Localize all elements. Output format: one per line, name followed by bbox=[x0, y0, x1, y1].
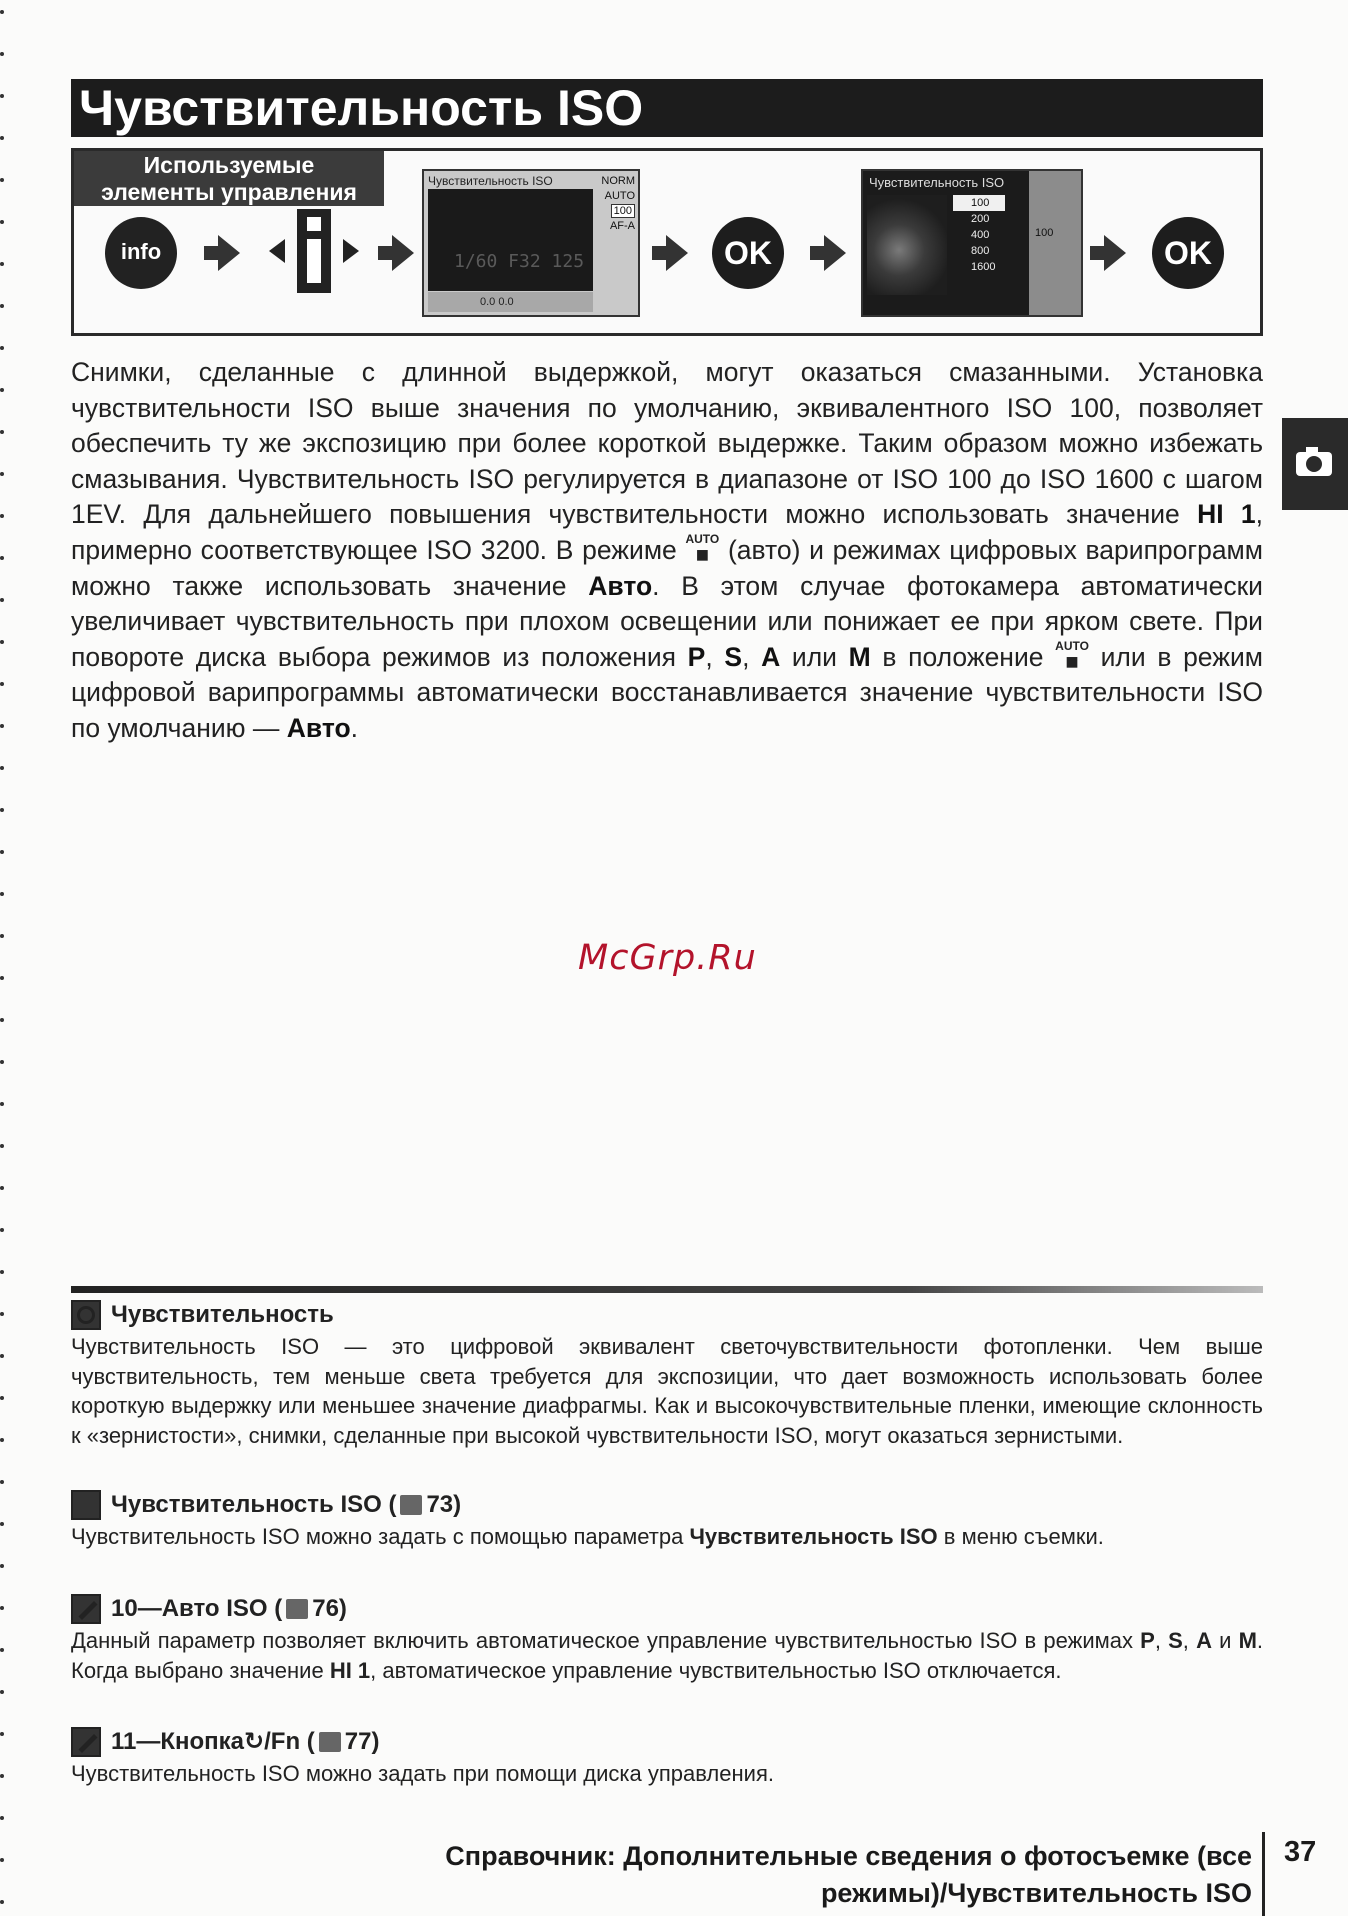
binding-dot bbox=[0, 1690, 4, 1694]
binding-dot bbox=[0, 262, 4, 266]
binding-dot bbox=[0, 1438, 4, 1442]
binding-dot bbox=[0, 52, 4, 56]
iso-options-list bbox=[953, 195, 1005, 275]
binding-dot bbox=[0, 766, 4, 770]
controls-panel bbox=[71, 148, 1263, 336]
binding-dot bbox=[0, 1732, 4, 1736]
binding-dot bbox=[0, 1102, 4, 1106]
binding-dot bbox=[0, 346, 4, 350]
auto-mode-icon: AUTO ■ bbox=[1055, 638, 1089, 674]
binding-dot bbox=[0, 1018, 4, 1022]
page-ref-icon bbox=[400, 1495, 422, 1515]
page-number: 37 bbox=[1284, 1836, 1317, 1868]
binding-dot bbox=[0, 1144, 4, 1148]
binding-dot bbox=[0, 430, 4, 434]
binding-dot bbox=[0, 1900, 4, 1904]
screen1-lcd: 1/60 F32 125 bbox=[454, 251, 585, 272]
pencil-icon bbox=[71, 1594, 101, 1624]
binding-dot bbox=[0, 1480, 4, 1484]
iso-option: 400 bbox=[971, 229, 990, 241]
screen1-display bbox=[428, 189, 593, 291]
screen2-panel-value: 100 bbox=[1035, 227, 1054, 239]
footer-line2: режимы)/Чувствительность ISO bbox=[820, 1878, 1252, 1908]
binding-dot bbox=[0, 220, 4, 224]
binding-dot bbox=[0, 1396, 4, 1400]
camera-screen-shooting-info bbox=[422, 169, 640, 317]
footer-divider bbox=[1262, 1832, 1265, 1916]
multi-selector-icon bbox=[269, 209, 359, 293]
binding-dot bbox=[0, 1270, 4, 1274]
screen1-title: Чувствительность ISO bbox=[428, 174, 553, 188]
side-item-quality: NORM bbox=[601, 175, 635, 187]
screen1-side-panel bbox=[591, 174, 635, 234]
arrow-right-icon bbox=[1104, 235, 1126, 271]
binding-dot bbox=[0, 1522, 4, 1526]
binding-dot bbox=[0, 934, 4, 938]
controls-label bbox=[74, 151, 384, 206]
binding-dot bbox=[0, 10, 4, 14]
binding-dot bbox=[0, 724, 4, 728]
binding-dot bbox=[0, 892, 4, 896]
note-text: Чувствительность ISO — это цифровой эквивалент светочувствительности фотопленки. Чем выше чувствительность, тем меньше света требуется для экспозиции, что дает возможность использовать более короткую выдержку или меньшее значение диафрагмы. Как и высокочувствительные пленки, имеющие склонность к «зернистости», снимки, сделанные при высокой чувствительности ISO, могут оказаться зернистыми. bbox=[71, 1334, 1263, 1448]
binding-dots bbox=[0, 0, 10, 1916]
notes-divider bbox=[71, 1286, 1263, 1293]
side-item-iso: 100 bbox=[611, 204, 635, 218]
binding-dot bbox=[0, 976, 4, 980]
binding-dot bbox=[0, 1648, 4, 1652]
ok-button-icon: OK bbox=[712, 217, 784, 289]
binding-dot bbox=[0, 682, 4, 686]
iso-option: 800 bbox=[971, 245, 990, 257]
binding-dot bbox=[0, 1816, 4, 1820]
binding-dot bbox=[0, 1186, 4, 1190]
info-button-icon bbox=[105, 217, 177, 289]
note-sensitivity bbox=[71, 1298, 1263, 1450]
note-text: Чувствительность ISO можно задать с помощью параметра Чувствительность ISO в меню съемки. bbox=[71, 1524, 1104, 1549]
note-auto-iso: 10—Авто ISO ( 76) Данный параметр позволяет включить автоматическое управление чувствительностью ISO в режимах P, S, A и M. Когда выбрано значение HI 1, автоматическое управление чувствительностью ISO отключается. bbox=[71, 1592, 1263, 1685]
note-text: Чувствительность ISO можно задать при помощи диска управления. bbox=[71, 1761, 774, 1786]
note-iso-menu: Чувствительность ISO ( 73) Чувствительность ISO можно задать с помощью параметра Чувствительность ISO в меню съемки. bbox=[71, 1488, 1263, 1552]
side-item-wb: AUTO bbox=[604, 190, 635, 202]
screen2-photo-preview bbox=[867, 195, 947, 295]
binding-dot bbox=[0, 850, 4, 854]
menu-icon bbox=[71, 1490, 101, 1520]
side-item-af: AF-A bbox=[609, 220, 635, 232]
note-text: Данный параметр позволяет включить автоматическое управление чувствительностью ISO в режимах P, S, A и M. Когда выбрано значение HI 1, автоматическое управление чувствительностью ISO отключается. bbox=[71, 1628, 1264, 1683]
arrow-right-icon bbox=[666, 235, 688, 271]
page-ref-icon bbox=[319, 1732, 341, 1752]
binding-dot bbox=[0, 1858, 4, 1862]
binding-dot bbox=[0, 472, 4, 476]
info-icon-text: info bbox=[120, 239, 162, 264]
watermark: McGrp.Ru bbox=[578, 938, 757, 978]
iso-option: 1600 bbox=[971, 261, 996, 273]
binding-dot bbox=[0, 1564, 4, 1568]
note-title: Чувствительность bbox=[111, 1301, 334, 1328]
binding-dot bbox=[0, 598, 4, 602]
screen2-side-panel bbox=[1029, 171, 1081, 315]
binding-dot bbox=[0, 388, 4, 392]
binding-dot bbox=[0, 94, 4, 98]
binding-dot bbox=[0, 640, 4, 644]
binding-dot bbox=[0, 304, 4, 308]
binding-dot bbox=[0, 808, 4, 812]
camera-screen-iso-menu bbox=[861, 169, 1083, 317]
note-fn-button: 11—Кнопка ↻ /Fn ( 77) Чувствительность ISO можно задать при помощи диска управления. bbox=[71, 1725, 1263, 1789]
ok-button-icon: OK bbox=[1152, 217, 1224, 289]
footer-breadcrumb bbox=[380, 1838, 1252, 1912]
binding-dot bbox=[0, 1774, 4, 1778]
binding-dot bbox=[0, 1228, 4, 1232]
binding-dot bbox=[0, 556, 4, 560]
binding-dot bbox=[0, 178, 4, 182]
arrow-right-icon bbox=[824, 235, 846, 271]
binding-dot bbox=[0, 1060, 4, 1064]
controls-label-line1: Используемые bbox=[143, 152, 315, 178]
controls-label-line2: элементы управления bbox=[101, 179, 357, 205]
binding-dot bbox=[0, 1354, 4, 1358]
arrow-right-icon bbox=[392, 235, 414, 271]
footer-line1: Справочник: Дополнительные сведения о фотосъемке (все bbox=[445, 1841, 1252, 1871]
iso-option: 200 bbox=[971, 213, 990, 225]
auto-mode-icon: AUTO ■ bbox=[685, 531, 720, 567]
binding-dot bbox=[0, 1312, 4, 1316]
iso-option: 100 bbox=[953, 195, 1005, 211]
magnifier-icon bbox=[71, 1300, 101, 1330]
arrow-right-icon bbox=[218, 235, 240, 271]
main-paragraph: Снимки, сделанные с длинной выдержкой, могут оказаться смазанными. Установка чувствительности ISO выше значения по умолчанию, эквивалентного ISO 100, позволяет обеспечить ту же экспозицию при более короткой выдержке. Таким образом можно избежать смазывания. Чувствительность ISO регулируется в диапазоне от ISO 100 до ISO 1600 с шагом 1EV. Для дальнейшего повышения чувствительности можно использовать значение HI 1, примерно соответствующее ISO 3200. В режиме AUTO ■ (авто) и режимах цифровых варипрограмм можно также использовать значение Авто. В этом случае фотокамера автоматически увеличивает чувствительность при плохом освещении или понижает ее при ярком свете. При повороте диска выбора режимов из положения P, S, A или M в положение AUTO ■ или в режим цифровой варипрограммы автоматически восстанавливается значение чувствительности ISO по умолчанию — Авто. bbox=[71, 357, 1264, 743]
pencil-icon bbox=[71, 1727, 101, 1757]
camera-section-tab bbox=[1282, 418, 1348, 510]
binding-dot bbox=[0, 136, 4, 140]
binding-dot bbox=[0, 514, 4, 518]
self-timer-icon: ↻ bbox=[244, 1728, 265, 1755]
page-title: Чувствительность ISO bbox=[71, 79, 1263, 137]
page-ref-icon bbox=[286, 1599, 308, 1619]
screen1-bottom-bar: 0.0 0.0 bbox=[428, 292, 593, 312]
screen2-title: Чувствительность ISO bbox=[869, 175, 1005, 190]
binding-dot bbox=[0, 1606, 4, 1610]
